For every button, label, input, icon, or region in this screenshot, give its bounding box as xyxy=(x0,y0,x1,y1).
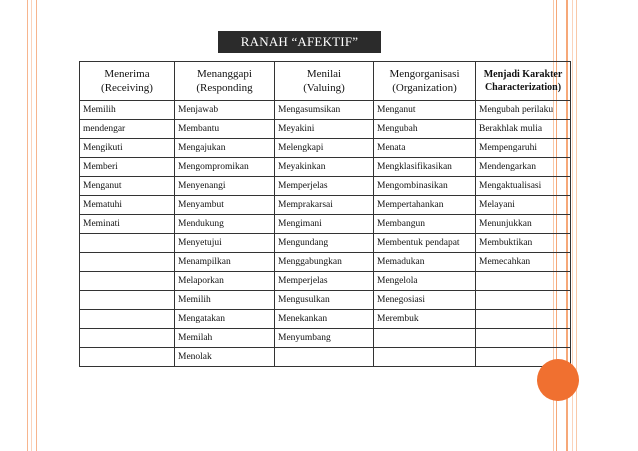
column-header-organization: Mengorganisasi (Organization) xyxy=(374,62,476,101)
table-cell: Melayani xyxy=(476,196,571,215)
table-cell: Menegosiasi xyxy=(374,291,476,310)
column-header-receiving: Menerima (Receiving) xyxy=(80,62,175,101)
table-cell: Menjawab xyxy=(175,101,275,120)
table-cell: Menyambut xyxy=(175,196,275,215)
table-cell: Menampilkan xyxy=(175,253,275,272)
table-cell: Mengimani xyxy=(275,215,374,234)
table-cell: Mengompromikan xyxy=(175,158,275,177)
column-header-characterization: Menjadi Karakter Characterization) xyxy=(476,62,571,101)
table-cell: Memecahkan xyxy=(476,253,571,272)
table-row xyxy=(80,196,571,215)
table-cell: Mengubah xyxy=(374,120,476,139)
table-cell: Mengklasifikasikan xyxy=(374,158,476,177)
table-cell: Membangun xyxy=(374,215,476,234)
table-cell: Mengasumsikan xyxy=(275,101,374,120)
table-cell: Mengelola xyxy=(374,272,476,291)
table-cell: Membantu xyxy=(175,120,275,139)
table-cell: Memilih xyxy=(175,291,275,310)
table-cell: Memprakarsai xyxy=(275,196,374,215)
table-cell xyxy=(80,234,175,253)
table-cell xyxy=(476,272,571,291)
table-cell: Menganut xyxy=(80,177,175,196)
table-cell: Mendukung xyxy=(175,215,275,234)
table-cell xyxy=(275,348,374,367)
table-cell: Menata xyxy=(374,139,476,158)
table-row xyxy=(80,120,571,139)
table-cell: Menyetujui xyxy=(175,234,275,253)
table-cell xyxy=(80,272,175,291)
table-row xyxy=(80,310,571,329)
table-cell: Memadukan xyxy=(374,253,476,272)
left-deco-line-2 xyxy=(31,0,32,451)
table-cell xyxy=(80,348,175,367)
table-cell: Menganut xyxy=(374,101,476,120)
table-row xyxy=(80,215,571,234)
slide-title: RANAH “AFEKTIF” xyxy=(218,31,381,53)
table-cell: Mengusulkan xyxy=(275,291,374,310)
table-cell: Mendengarkan xyxy=(476,158,571,177)
table-cell: Memilih xyxy=(80,101,175,120)
table-cell: Memilah xyxy=(175,329,275,348)
table-cell: Memberi xyxy=(80,158,175,177)
table-cell xyxy=(80,291,175,310)
table-cell: Menolak xyxy=(175,348,275,367)
table-row xyxy=(80,177,571,196)
table-cell xyxy=(476,310,571,329)
table-cell: Menunjukkan xyxy=(476,215,571,234)
affective-domain-table xyxy=(79,61,571,367)
table-header-row xyxy=(80,62,571,101)
table-cell xyxy=(374,329,476,348)
table-row xyxy=(80,253,571,272)
table-row xyxy=(80,139,571,158)
table-cell: Meyakinkan xyxy=(275,158,374,177)
table-cell: Menggabungkan xyxy=(275,253,374,272)
table-cell: Mengatakan xyxy=(175,310,275,329)
table-cell: Mengubah perilaku xyxy=(476,101,571,120)
table-cell xyxy=(80,253,175,272)
table-cell: Memperjelas xyxy=(275,272,374,291)
table-row xyxy=(80,329,571,348)
table-cell xyxy=(80,310,175,329)
table-cell: Mengaktualisasi xyxy=(476,177,571,196)
table-cell: Mempengaruhi xyxy=(476,139,571,158)
table-row xyxy=(80,291,571,310)
left-deco-line-3 xyxy=(36,0,37,451)
table-cell: Berakhlak mulia xyxy=(476,120,571,139)
table-cell: Menyumbang xyxy=(275,329,374,348)
table-cell: Mengikuti xyxy=(80,139,175,158)
table-cell: Mengajukan xyxy=(175,139,275,158)
table-cell: Melengkapi xyxy=(275,139,374,158)
left-deco-line-1 xyxy=(27,0,28,451)
table-row xyxy=(80,348,571,367)
table-body xyxy=(80,101,571,367)
column-header-responding: Menanggapi (Responding xyxy=(175,62,275,101)
table-cell: Mengundang xyxy=(275,234,374,253)
table-cell: Menyenangi xyxy=(175,177,275,196)
orange-circle-decoration xyxy=(537,359,579,401)
table-row xyxy=(80,272,571,291)
column-header-valuing: Menilai (Valuing) xyxy=(275,62,374,101)
table-cell: Merembuk xyxy=(374,310,476,329)
table-cell: Memperjelas xyxy=(275,177,374,196)
table-row xyxy=(80,158,571,177)
table-cell xyxy=(374,348,476,367)
table-cell: Meyakini xyxy=(275,120,374,139)
table-cell: Mematuhi xyxy=(80,196,175,215)
table-cell: Membentuk pendapat xyxy=(374,234,476,253)
table-cell xyxy=(476,329,571,348)
table-cell: Melaporkan xyxy=(175,272,275,291)
table-row xyxy=(80,234,571,253)
table-cell xyxy=(476,291,571,310)
table-row xyxy=(80,101,571,120)
table-cell xyxy=(80,329,175,348)
table-cell: mendengar xyxy=(80,120,175,139)
table-cell: Mengombinasikan xyxy=(374,177,476,196)
table-cell: Meminati xyxy=(80,215,175,234)
table-cell: Mempertahankan xyxy=(374,196,476,215)
table-cell: Membuktikan xyxy=(476,234,571,253)
table-cell: Menekankan xyxy=(275,310,374,329)
